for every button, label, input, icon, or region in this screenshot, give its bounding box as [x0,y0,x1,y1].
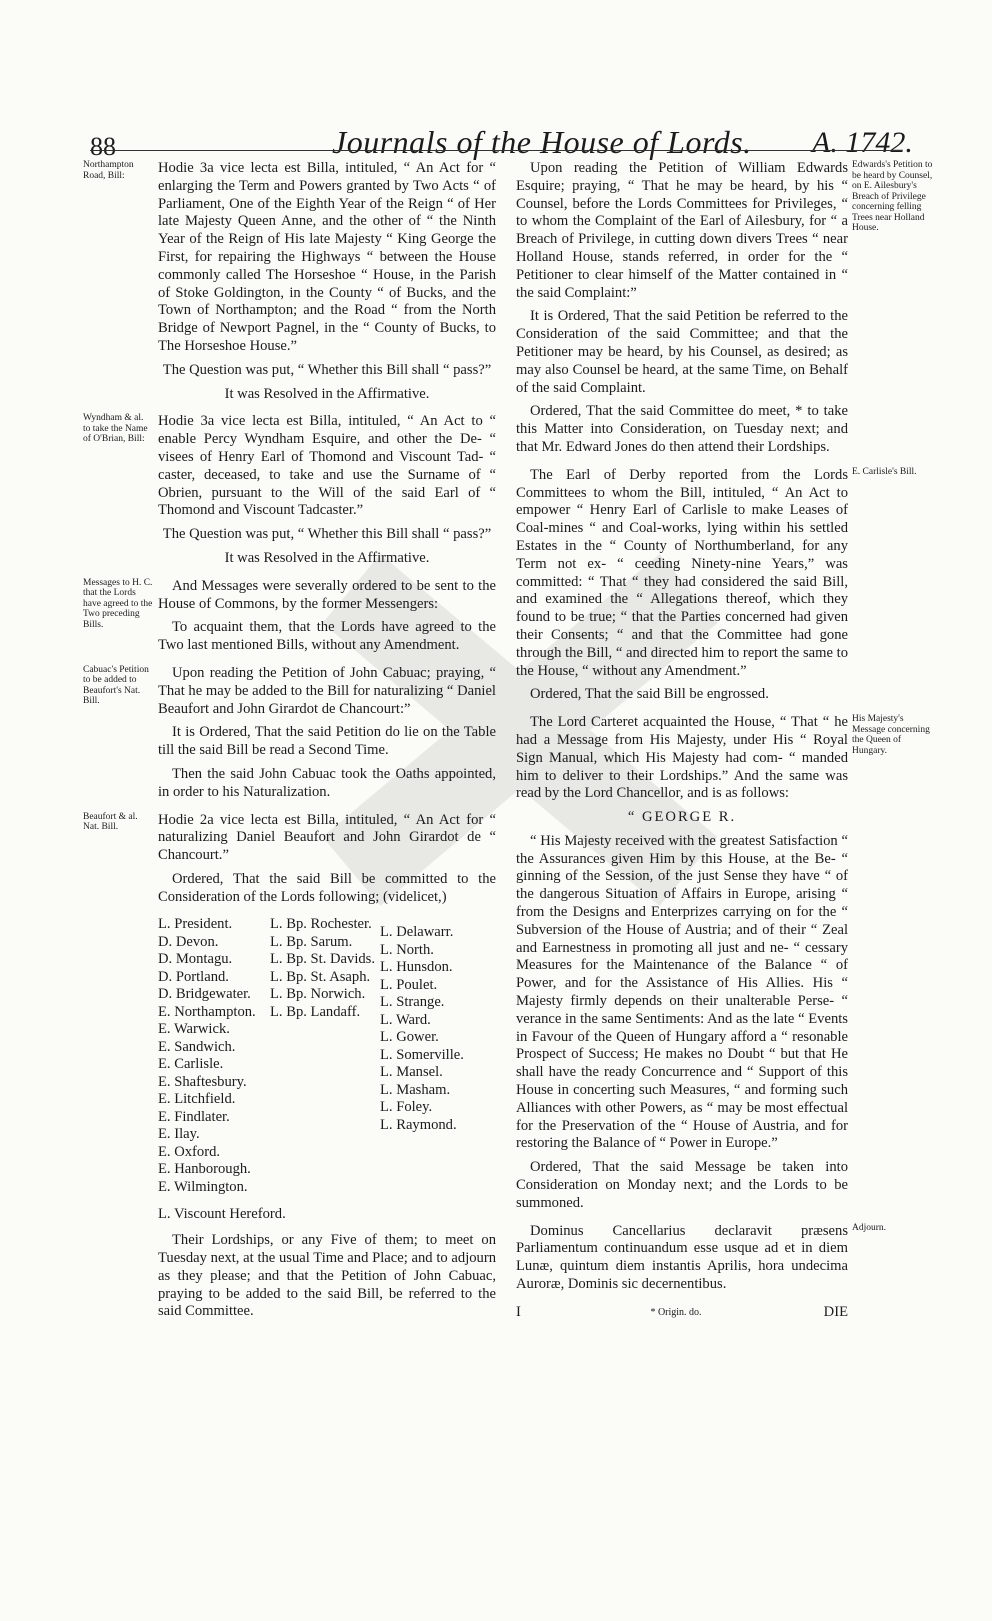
margin-note: His Majesty's Message concerning the Queen of Hungary. [852,714,930,756]
lordships-text: Their Lordships, or any Five of them; to meet on Tuesday next, at the usual Time and Place; and to adjourn as they please; and that the Petition of John Cabuac, praying to be added to the said Bill, be referred to the said Committee. [158,1232,496,1320]
lord-name: L. Gower. [380,1029,439,1046]
ordered-text: It is Ordered, That the said Petition be referred to the Consideration of the said Committee; and that the Petitioner may be heard, by his Counsel, as desired; as may also Counsel be heard, at the same Time, on Behalf of the said Complaint. [516,308,848,396]
lord-name: E. Northampton. [158,1003,256,1020]
royal-signature: “ GEORGE R. [627,809,737,826]
right-column [516,160,933,1322]
lord-name: E. Findlater. [158,1108,230,1125]
lord-name: E. Warwick. [158,1021,230,1038]
lord-name: D. Portland. [158,968,229,985]
question-text: The Question was put, “ Whether this Bill shall “ pass?” [162,361,492,378]
lord-name: L. Poulet. [380,976,438,993]
viscount-name: L. Viscount Hereford. [158,1206,286,1223]
margin-note: Adjourn. [852,1222,887,1233]
lord-name: E. Ilay. [158,1126,200,1143]
beaufort-entry [83,811,496,907]
northampton-entry [83,160,496,403]
footnote: * Origin. do. [650,1306,702,1318]
acquaint-text: To acquaint them, that the Lords have agreed to the Two last mentioned Bills, without any Amendment. [158,619,496,654]
bill-text: Hodie 2a vice lecta est Billa, intituled, “ An Act for “ naturalizing Daniel Beaufort and John Girardot de “ Chancourt.” [158,811,496,864]
journal-title: Journals of the House of Lords. [332,124,752,160]
lord-name: L. President. [158,916,233,933]
lords-column-1 [158,916,270,1196]
ordered-text: Ordered, That the said Message be taken into Consideration on Monday next; and the Lords to be summoned. [516,1159,848,1211]
signature-mark: I [516,1303,521,1320]
wyndham-entry [83,413,496,567]
margin-note: E. Carlisle's Bill. [852,466,917,477]
left-column [83,160,496,1321]
header-rule [90,150,902,151]
petition-text: Upon reading the Petition of William Edwards Esquire; praying, “ That he may be heard, by his “ Counsel, before the Lords Committees for Privileges, “ to whom the Complaint of the Earl of Ailesbury, for “ a Breach of Privilege, in cutting down divers Trees “ near Holland House, stands referred, in order for the “ Petitioner to clear himself of the Matter contained in “ the said Complaint:” [516,160,848,301]
adjourn-entry [516,1222,887,1294]
lord-name: L. Bp. Sarum. [270,933,353,950]
ordered-meet-text: Ordered, That the said Committee do meet, * to take this Matter into Consideration, on Tuesday next; and that Mr. Edward Jones do then attend their Lordships. [516,403,848,455]
edwards-entry [516,160,933,457]
margin-note: Beaufort & al. Nat. Bill. [83,811,138,832]
journal-year: A. 1742. [812,126,913,159]
lord-name: L. Bp. St. Asaph. [270,968,371,985]
margin-note: Wyndham & al. to take the Name of O'Brian, Bill: [83,413,148,445]
question-text: The Question was put, “ Whether this Bill shall “ pass?” [162,526,492,543]
page-number: 88 [90,132,116,161]
ordered-text: Ordered, That the said Bill be engrossed. [530,686,769,703]
ordered-text: Ordered, That the said Bill be committed to the Consideration of the Lords following; (videlicet,) [158,870,496,905]
report-text: The Earl of Derby reported from the Lords Committees to whom the Bill, intituled, “ An Act to empower “ Henry Earl of Carlisle to make Leases of Coal-mines “ and Coal-works, lying within his settled Estates in the “ County of Northumberland, for any Term not ex- “ ceeding Ninety-nine Years,” was committed: “ That “ they had considered the said Bill, and examined the “ Allegations thereof, which they found to be true; “ that the Parties concerned had given their Consents; “ and that the Committee had gone through the Bill, “ and directed him to report the same to the House, “ without any Amendment.” [516,466,848,679]
margin-note: Northampton Road, Bill: [83,160,134,181]
lord-name: L. Strange. [380,994,445,1011]
resolved-text: It was Resolved in the Affirmative. [224,385,430,402]
lord-name: L. Raymond. [380,1116,457,1133]
lord-name: L. Masham. [380,1081,451,1098]
lord-name: E. Litchfield. [158,1091,236,1108]
bill-text: Hodie 3a vice lecta est Billa, intituled, “ An Act for “ enlarging the Term and Powers granted by Two Acts “ of Parliament, One of the Eighth Year of the Reign “ of Her late Majesty Queen Anne, and the other of “ the Ninth Year of the Reign of His late Majesty “ King George the First, for repairing the Highways “ between the House commonly called The Horseshoe “ House, in the Parish of Stoke Goldington, in the County “ of Bucks, and the Town of Northampton; and the Road “ from the North Bridge of Newport Pagnel, in the “ County of Bucks, to The Horseshoe House.” [158,160,496,354]
adjourn-text: Dominus Cancellarius declaravit præsens Parliamentum continuandum esse usque ad et in diem Lunæ, quintum diem instantis Aprilis, hora undecima Auroræ, Dominis sic decernentibus. [516,1222,848,1293]
message-intro: The Lord Carteret acquainted the House, “ That “ he had a Message from His Majesty, under His “ Royal Sign Manual, which His Majesty had com- “ manded him to deliver to their Lordships.” And the same was read by the Lord Chancellor, and is as follows: [516,714,848,802]
lord-name: E. Hanborough. [158,1161,251,1178]
page-header [0,100,992,161]
lord-name: L. North. [380,941,434,958]
margin-note: Edwards's Petition to be heard by Counsel, on E. Ailesbury's Breach of Privilege concerning felling Trees near Holland House. [852,160,933,233]
lord-name: L. Bp. Norwich. [270,986,366,1003]
lord-name: E. Carlisle. [158,1056,224,1073]
message-entry [516,714,930,1213]
lord-name: D. Montagu. [158,951,233,968]
resolved-text: It was Resolved in the Affirmative. [224,549,430,566]
messages-text: And Messages were severally ordered to be sent to the House of Commons, by the former Messengers: [158,577,496,612]
margin-note: Messages to H. C. that the Lords have agreed to the Two preceding Bills. [83,577,153,630]
bill-text: Hodie 3a vice lecta est Billa, intituled, “ An Act to “ enable Percy Wyndham Esquire, and other the De- “ visees of Henry Earl of Thomond and Viscount Tad- “ caster, deceased, to take and use the Surname of “ Obrien, pursuant to the Will of the said Earl of “ Thomond and Viscount Tadcaster.” [158,413,496,519]
ordered-text: It is Ordered, That the said Petition do lie on the Table till the said Bill be read a Second Time. [158,724,496,759]
lords-column-2 [270,916,380,1196]
lord-name: L. Somerville. [380,1046,464,1063]
lord-name: L. Bp. Landaff. [270,1003,361,1020]
lord-name: L. Ward. [380,1011,431,1028]
petition-text: Upon reading the Petition of John Cabuac; praying, “ That he may be added to the Bill for naturalizing “ Daniel Beaufort and John Girardot de Chancourt:” [158,664,496,717]
message-body: “ His Majesty received with the greatest Satisfaction “ the Assurances given Him by this House, at the Be- “ ginning of the Session, of the just Sense they have “ of the dangerous Situation of Affairs in Europe, arising “ from the Designs and Enterprizes carrying on for the “ Subversion of the House of Austria; and of their “ Zeal and Earnestness in promoting all just and ne- “ cessary Measures for the Maintenance of the Balance “ of Power, and for the Assistance of His Allies. His “ Majesty firmly depends on their unalterable Perse- “ verance in the same Sentiments: And as the late “ Events in Favour of the Queen of Hungary afford a “ resonable Prospect of Success; He makes no Doubt “ but that He shall have the ready Concurrence and “ Support of this House in concerting such Measures, “ and forming such Alliances with other Powers, as “ may be most effectual for the Preservation of the “ House of Austria, and for restoring the Balance of “ Power in Europe.” [516,832,848,1152]
lord-name: D. Devon. [158,933,219,950]
lord-name: E. Shaftesbury. [158,1073,247,1090]
lord-name: L. Foley. [380,1099,433,1116]
messages-entry [83,577,496,655]
lord-name: L. Delawarr. [380,924,454,941]
lord-name: E. Sandwich. [158,1038,236,1055]
lords-column-3 [380,916,490,1196]
lord-name: L. Bp. St. Davids. [270,951,375,968]
lord-name: L. Hunsdon. [380,959,453,976]
lords-list [158,916,496,1196]
lord-name: D. Bridgewater. [158,986,251,1003]
lord-name: L. Mansel. [380,1064,443,1081]
lord-name: E. Oxford. [158,1143,221,1160]
catchword: DIE [823,1303,848,1320]
lord-name: E. Wilmington. [158,1178,248,1195]
oaths-text: Then the said John Cabuac took the Oaths appointed, in order to his Naturalization. [158,765,496,800]
lord-name: L. Bp. Rochester. [270,916,372,933]
margin-note: Cabuac's Petition to be added to Beaufort's Nat. Bill. [83,664,149,707]
carlisle-entry [516,466,917,704]
cabuac-entry [83,664,496,802]
